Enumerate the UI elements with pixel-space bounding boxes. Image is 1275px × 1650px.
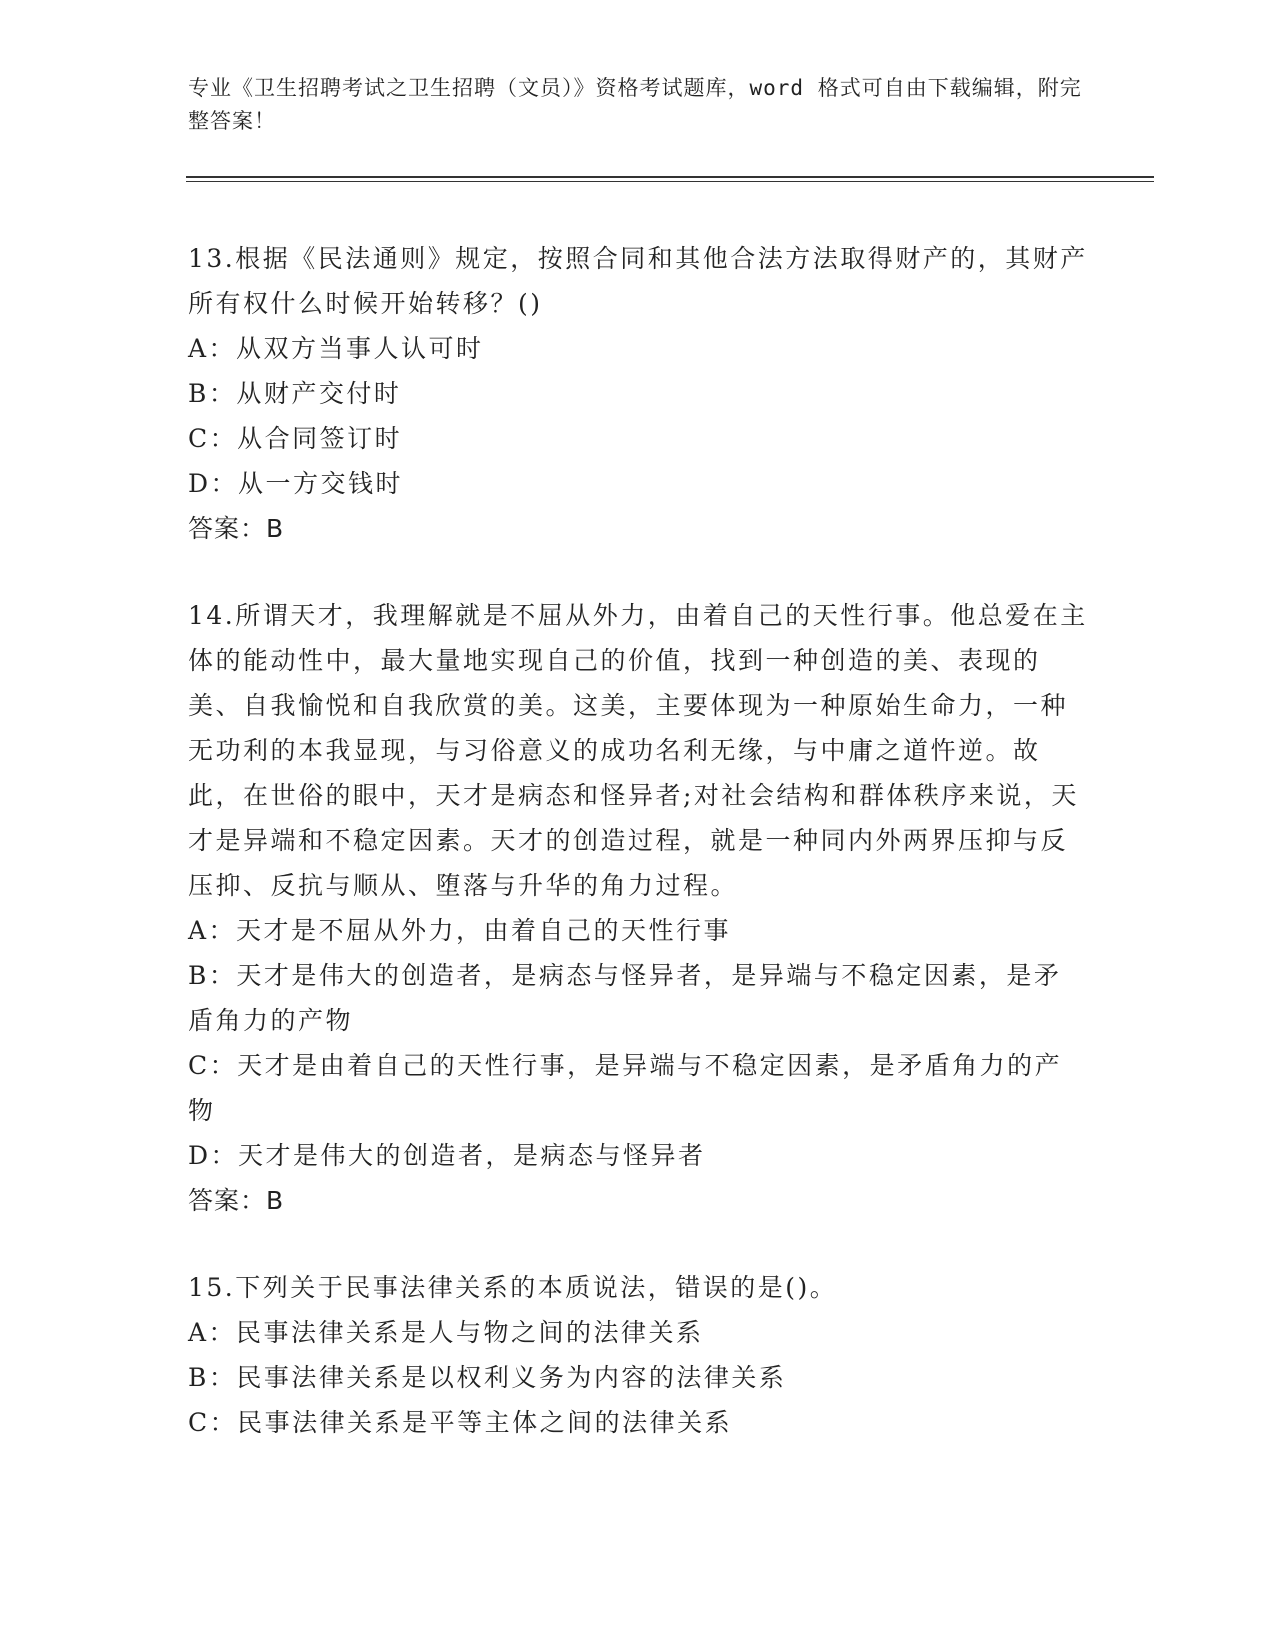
option-c: C：天才是由着自己的天性行事，是异端与不稳定因素，是矛盾角力的产物 xyxy=(188,1051,1063,1125)
option-a: A：从双方当事人认可时 xyxy=(188,334,484,363)
question-stem: 14.所谓天才，我理解就是不屈从外力，由着自己的天性行事。他总爱在主体的能动性中，最大量地实现自己的价值，找到一种创造的美、表现的美、自我愉悦和自我欣赏的美。这美，主要体现为一种原始生命力，一种无功利的本我显现，与习俗意义的成功名利无缘，与中庸之道忤逆。故此，在世俗的眼中，天才是病态和怪异者;对社会结构和群体秩序来说，天才是异端和不稳定因素。天才的创造过程，就是一种同内外两界压抑与反压抑、反抗与顺从、堕落与升华的角力过程。 xyxy=(188,601,1088,900)
option-a: A：民事法律关系是人与物之间的法律关系 xyxy=(188,1318,704,1347)
question-stem: 15.下列关于民事法律关系的本质说法，错误的是()。 xyxy=(188,1273,838,1302)
option-b: B：从财产交付时 xyxy=(188,379,402,408)
question-list xyxy=(188,236,1088,1487)
question-13 xyxy=(188,236,1088,551)
answer-line: 答案：B xyxy=(188,514,285,543)
option-c: C：民事法律关系是平等主体之间的法律关系 xyxy=(188,1408,733,1437)
answer-line: 答案：B xyxy=(188,1186,285,1215)
question-15 xyxy=(188,1265,1088,1445)
question-stem: 13.根据《民法通则》规定，按照合同和其他合法方法取得财产的，其财产所有权什么时候开始转移？() xyxy=(188,244,1088,318)
option-c: C：从合同签订时 xyxy=(188,424,403,453)
header-rule-thin xyxy=(186,181,1154,182)
option-b: B：民事法律关系是以权利义务为内容的法律关系 xyxy=(188,1363,787,1392)
option-d: D：从一方交钱时 xyxy=(188,469,404,498)
header-rule-thick xyxy=(186,176,1154,178)
option-b: B：天才是伟大的创造者，是病态与怪异者，是异端与不稳定因素，是矛盾角力的产物 xyxy=(188,961,1062,1035)
option-d: D：天才是伟大的创造者，是病态与怪异者 xyxy=(188,1141,706,1170)
option-a: A：天才是不屈从外力，由着自己的天性行事 xyxy=(188,916,732,945)
header-text: 专业《卫生招聘考试之卫生招聘（文员）》资格考试题库，word 格式可自由下载编辑，附完整答案！ xyxy=(188,76,1082,133)
question-14 xyxy=(188,593,1088,1223)
